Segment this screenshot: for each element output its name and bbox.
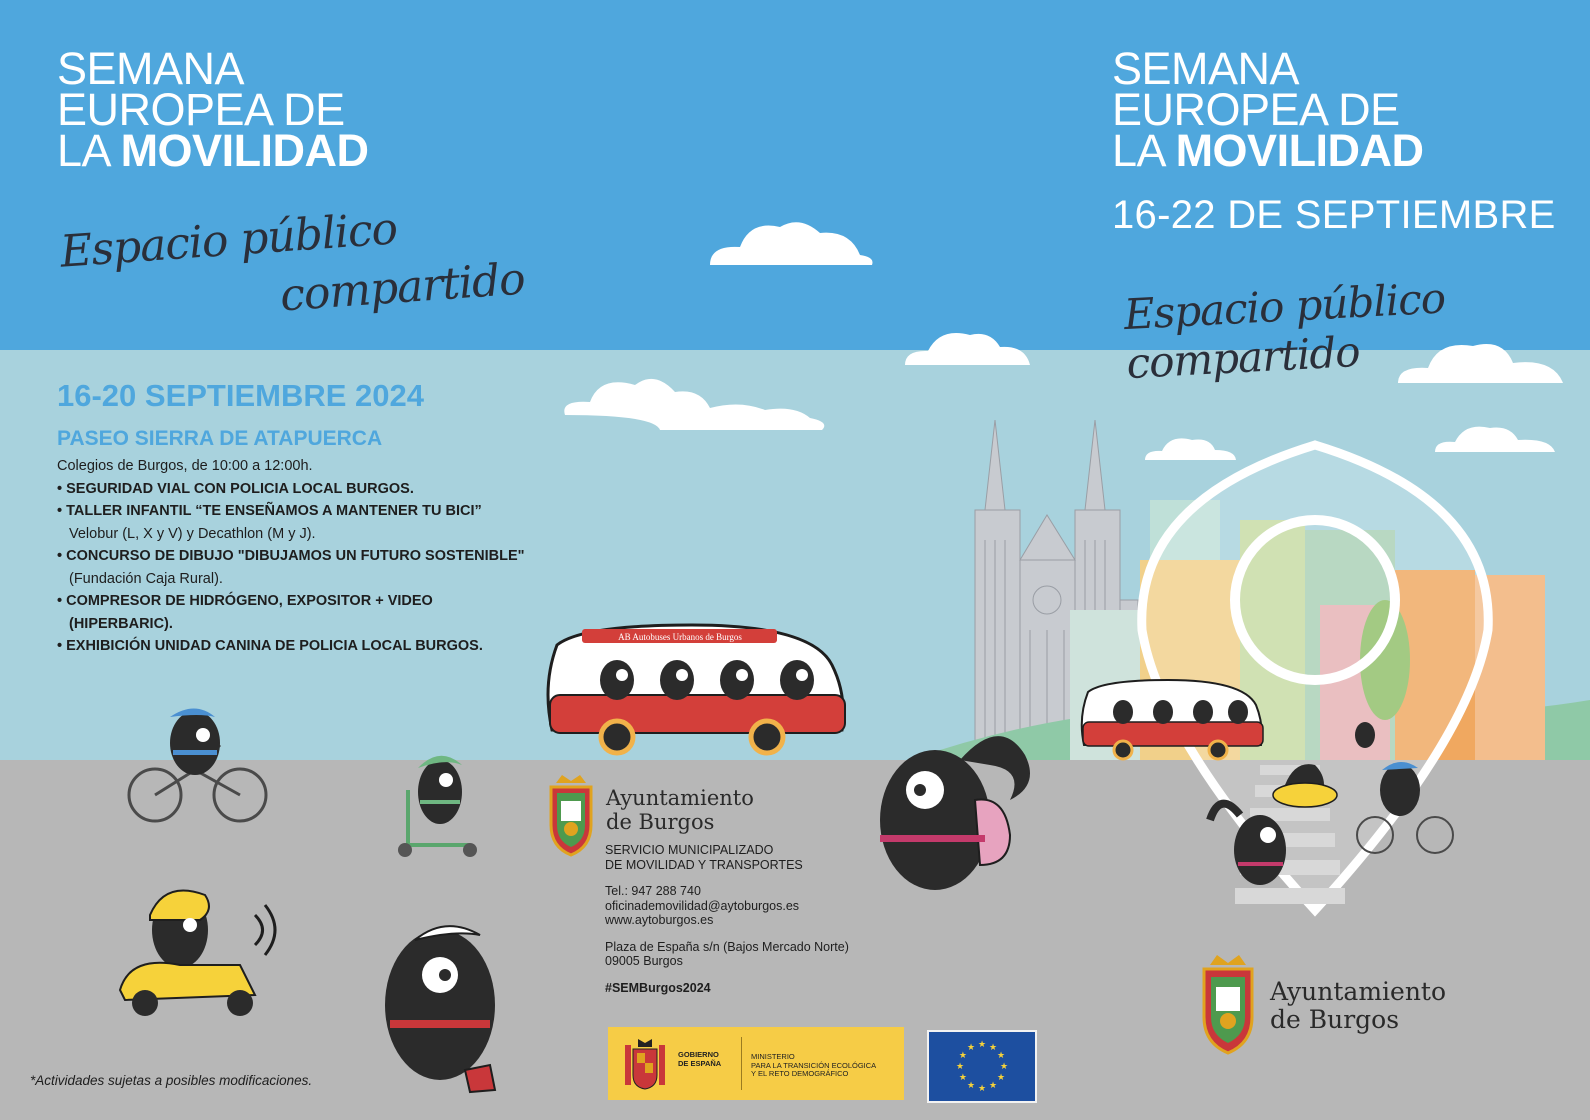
email-text: oficinademovilidad@aytoburgos.es bbox=[605, 898, 800, 913]
event-place: PASEO SIERRA DE ATAPUERCA bbox=[57, 427, 383, 450]
list-item: • TALLER INFANTIL “TE ENSEÑAMOS A MANTENER TU BICI” bbox=[57, 503, 482, 519]
eu-star-icon: ★ bbox=[958, 1072, 967, 1082]
dates-right: 16-22 DE SEPTIEMBRE bbox=[1112, 193, 1556, 237]
slogan-left-line1: Espacio público bbox=[58, 203, 399, 278]
hashtag-text: #SEMBurgos2024 bbox=[605, 980, 711, 995]
eu-star-icon: ★ bbox=[966, 1041, 976, 1052]
ayuntamiento-shield-logo-right bbox=[1200, 955, 1256, 1055]
eu-star-icon: ★ bbox=[958, 1050, 967, 1060]
list-item: Velobur (L, X y V) y Decathlon (M y J). bbox=[69, 525, 316, 542]
eu-star-icon: ★ bbox=[988, 1041, 998, 1052]
contact-info: SERVICIO MUNICIPALIZADO DE MOVILIDAD Y TRANSPORTES Tel.: 947 288 740 oficinademovilidad@aytoburgos.es www.aytoburgos.es Plaza de España s/n (Bajos Mercado Norte) 09005 Burgos #SEMBurgos2024 bbox=[605, 843, 849, 995]
eu-star-icon: ★ bbox=[955, 1061, 965, 1071]
disclaimer-text: *Actividades sujetas a posibles modificaciones. bbox=[30, 1073, 313, 1088]
cloud-illustration bbox=[700, 215, 880, 270]
title-right: SEMANA EUROPEA DE LA MOVILIDAD bbox=[1112, 43, 1424, 176]
list-item: • SEGURIDAD VIAL CON POLICIA LOCAL BURGOS. bbox=[57, 480, 414, 497]
coat-of-arms-icon bbox=[620, 1037, 670, 1091]
event-activities bbox=[57, 455, 527, 658]
moped-character-illustration bbox=[90, 885, 290, 1025]
eu-star-icon: ★ bbox=[999, 1061, 1009, 1071]
eu-star-icon: ★ bbox=[997, 1050, 1006, 1060]
eu-star-icon: ★ bbox=[997, 1072, 1006, 1082]
eu-stars-icon bbox=[929, 1032, 1035, 1101]
list-item: • COMPRESOR DE HIDRÓGENO, EXPOSITOR + VIDEO (HIPERBARIC). bbox=[57, 593, 433, 632]
divider bbox=[741, 1037, 742, 1090]
bus-sign: AB Autobuses Urbanos de Burgos bbox=[618, 632, 742, 642]
walking-character-illustration bbox=[355, 920, 520, 1100]
slogan-right: Espacio público compartido bbox=[1122, 273, 1447, 389]
phone-text: Tel.: 947 288 740 bbox=[605, 884, 701, 898]
website-text: www.aytoburgos.es bbox=[605, 913, 714, 927]
event-intro: Colegios de Burgos, de 10:00 a 12:00h. bbox=[57, 458, 313, 474]
ayuntamiento-wordmark: Ayuntamiento de Burgos bbox=[606, 786, 754, 834]
title-left: SEMANA EUROPEA DE LA MOVILIDAD bbox=[57, 43, 369, 176]
cyclist-character-illustration bbox=[125, 705, 270, 825]
eu-star-icon: ★ bbox=[966, 1080, 976, 1091]
cloud-illustration bbox=[900, 325, 1035, 370]
event-date: 16-20 SEPTIEMBRE 2024 bbox=[57, 378, 425, 413]
gobierno-espana-logo: GOBIERNO DE ESPAÑA MINISTERIO PARA LA TRANSICIÓN ECOLÓGICA Y EL RETO DEMOGRÁFICO bbox=[608, 1027, 904, 1100]
slogan-left-line2: compartido bbox=[278, 253, 527, 322]
ayuntamiento-wordmark-right: Ayuntamiento de Burgos bbox=[1270, 977, 1447, 1034]
eu-star-icon: ★ bbox=[977, 1039, 987, 1049]
ayuntamiento-shield-logo bbox=[548, 775, 594, 857]
list-item: • EXHIBICIÓN UNIDAD CANINA DE POLICIA LOCAL BURGOS. bbox=[57, 638, 483, 654]
walking-character-backpack-illustration bbox=[850, 725, 1045, 930]
eu-star-icon: ★ bbox=[988, 1080, 998, 1091]
cloud-illustration bbox=[560, 370, 830, 435]
scooter-character-illustration bbox=[390, 750, 485, 860]
bus-illustration-large bbox=[542, 625, 852, 755]
eu-flag-logo bbox=[927, 1030, 1037, 1103]
list-item: • CONCURSO DE DIBUJO "DIBUJAMOS UN FUTURO SOSTENIBLE" (Fundación Caja Rural). bbox=[57, 548, 525, 587]
eu-star-icon: ★ bbox=[977, 1083, 987, 1093]
characters-in-pin-illustration bbox=[1200, 720, 1470, 900]
